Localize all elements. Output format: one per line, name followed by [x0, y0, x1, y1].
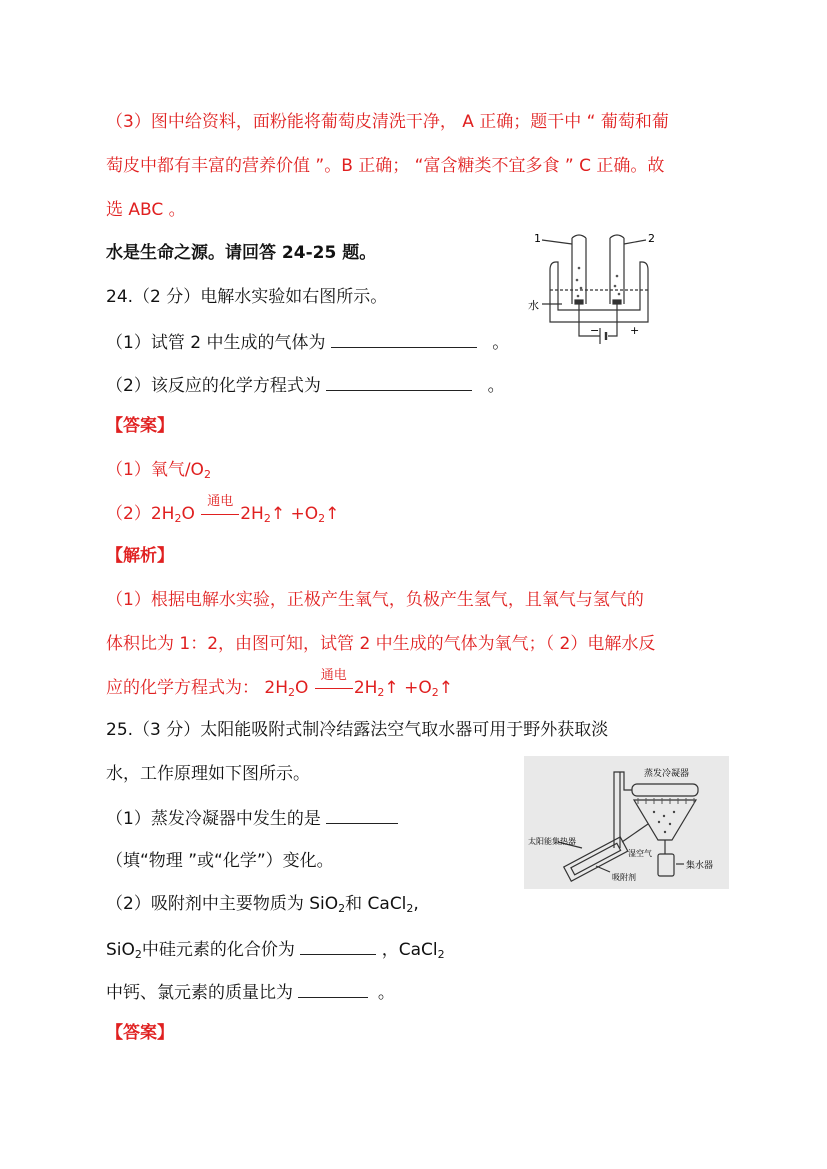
tube-1	[572, 235, 586, 304]
q25-stem: 25.（3 分）太阳能吸附式制冷结露法空气取水器可用于野外获取淡	[106, 720, 609, 740]
eq-condition	[200, 494, 240, 526]
eq-condition-text: 通电	[207, 494, 234, 509]
a24-answer1	[106, 458, 211, 487]
analysis3-line1: （3）图中给资料，面粉能将葡萄皮清洗干净， A 正确；题干中 “ 葡萄和葡	[106, 112, 669, 132]
q24-blank1[interactable]	[331, 329, 477, 348]
q24-part1-text: （1）试管 2 中生成的气体为	[106, 333, 326, 353]
eq-h2-sub: 2	[263, 512, 271, 525]
fig1-label-2: 2	[648, 232, 655, 245]
q24-stem: 24.（2 分）电解水实验如右图所示。	[106, 287, 388, 307]
eq2-h2o-sub: 2	[288, 686, 296, 699]
fig1-plus: +	[630, 324, 640, 337]
eq-arrow-o2: ↑ +O	[270, 504, 319, 524]
analysis3-line3: 选 ABC 。	[106, 200, 186, 220]
exp24-line2: 体积比为 1：2，由图可知，试管 2 中生成的气体为氧气；（ 2）电解水反	[106, 634, 656, 654]
q24-blank2[interactable]	[326, 372, 472, 391]
fig2-label-adsorbent: 吸附剂	[612, 873, 636, 882]
q25-part1b: （填“物理 ”或“化学”）变化。	[106, 851, 334, 871]
q25-sio2-sub: 2	[338, 902, 346, 915]
q25-si-comma: ，CaCl	[381, 940, 438, 960]
a24-answer1-text: （1）氧气/O	[106, 460, 204, 480]
exp24-line3-text: 应的化学方程式为：	[106, 678, 265, 698]
eq2-h2-sub: 2	[377, 686, 385, 699]
q25-part2-end: ,	[413, 894, 419, 914]
trough-outline	[550, 262, 648, 322]
q25-part1	[106, 805, 398, 831]
leader-1	[542, 240, 572, 244]
q25-blank3[interactable]	[298, 979, 368, 998]
eq-h2o: 2H	[150, 504, 175, 524]
q25-ca-line	[106, 979, 395, 1005]
fig2-label-collector: 集水器	[686, 861, 714, 871]
water-harvester-figure	[524, 756, 729, 889]
eq-o2-sub: 2	[318, 512, 326, 525]
q25-si-sub: 2	[134, 948, 142, 961]
eq-h2o-o: O	[181, 504, 195, 524]
electrolysis-figure	[528, 228, 670, 356]
q25-ca-end: 。	[377, 983, 395, 1003]
q25-part1-text: （1）蒸发冷凝器中发生的是	[106, 809, 321, 829]
fig2-label-evap: 蒸发冷凝器	[644, 769, 690, 779]
electrode-1	[575, 300, 583, 304]
q25-blank1[interactable]	[326, 805, 398, 824]
fig1-label-water: 水	[528, 299, 539, 312]
a24-answer2	[106, 494, 340, 531]
q24-part2-end: 。	[487, 376, 505, 396]
eq2-arrow2: ↑	[438, 678, 453, 698]
tube-2	[610, 235, 624, 304]
q25-cacl2-sub2: 2	[437, 948, 445, 961]
q25-si-line	[106, 936, 445, 967]
exp24-line1: （1）根据电解水实验，正极产生氧气，负极产生氢气，且氧气与氢气的	[106, 590, 644, 610]
q25-cacl2-sub: 2	[406, 902, 414, 915]
section-intro: 水是生命之源。请回答 24-25 题。	[106, 243, 377, 263]
eq2-h2o-o: O	[295, 678, 309, 698]
a24-answer1-sub: 2	[203, 468, 211, 481]
answer-tag-25: 【答案】	[106, 1023, 174, 1043]
eq2-arrow-o2: ↑ +O	[384, 678, 432, 698]
q24-part2-text: （2）该反应的化学方程式为	[106, 376, 321, 396]
exp24-line3	[106, 668, 453, 705]
leader-2	[624, 240, 646, 244]
analysis3-line2: 萄皮中都有丰富的营养价值 ”。B 正确； “富含糖类不宜多食 ” C 正确。故	[106, 156, 665, 176]
q24-part1	[106, 329, 509, 355]
fig2-label-air: 湿空气	[628, 849, 652, 858]
answer-tag-24: 【答案】	[106, 416, 174, 436]
q25-si-text: 中硅元素的化合价为	[141, 940, 295, 960]
wire-right	[608, 304, 617, 336]
fig1-label-1: 1	[534, 232, 541, 245]
q24-part1-end: 。	[492, 333, 510, 353]
q25-stem2: 水，工作原理如下图所示。	[106, 764, 310, 784]
q25-part2-mid: 和 CaCl	[345, 894, 407, 914]
q25-blank2[interactable]	[300, 936, 376, 955]
eq2-condition	[314, 668, 354, 700]
eq-h2o-sub: 2	[174, 512, 182, 525]
fig1-minus: −	[590, 324, 600, 337]
eq2-h2: 2H	[353, 678, 378, 698]
eq-h2: 2H	[240, 504, 264, 524]
eq2-condition-text: 通电	[320, 668, 347, 683]
q24-part2	[106, 372, 505, 398]
fig2-label-solar: 太阳能集热器	[528, 837, 576, 846]
analysis-tag-24: 【解析】	[106, 546, 174, 566]
eq2-o2-sub: 2	[431, 686, 439, 699]
q25-si-pre: SiO	[106, 940, 135, 960]
electrode-2	[613, 300, 621, 304]
eq2-h2o: 2H	[264, 678, 289, 698]
a24-answer2-prefix: （2）	[106, 504, 151, 524]
q25-part2	[106, 892, 419, 921]
eq-arrow2: ↑	[325, 504, 340, 524]
q25-ca-text: 中钙、氯元素的质量比为	[106, 983, 293, 1003]
q25-part2-pre: （2）吸附剂中主要物质为 SiO	[106, 894, 339, 914]
